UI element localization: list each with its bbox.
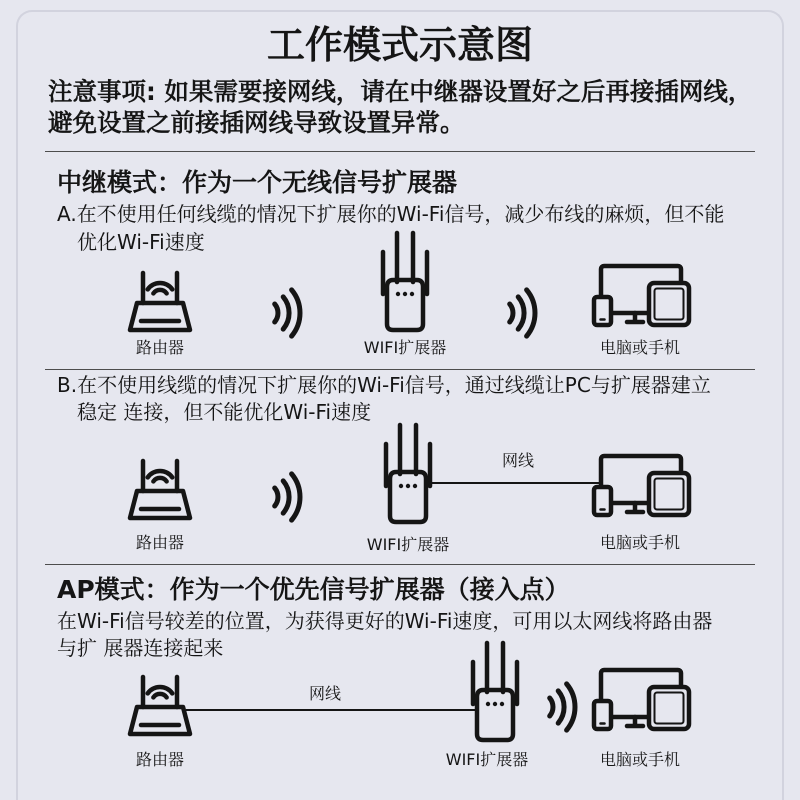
wifi-extender-label: WIFI扩展器 — [363, 338, 447, 357]
option-a-description-line-2: 优化Wi-Fi速度 — [77, 230, 205, 254]
router-icon — [130, 461, 190, 518]
computer-phone-tablet-icon — [594, 456, 689, 515]
wifi-signal-icon — [510, 290, 535, 336]
option-b-description-line-2: 稳定 连接，但不能优化Wi-Fi速度 — [77, 400, 372, 424]
router-label: 路由器 — [135, 338, 184, 357]
repeater-mode-heading: 中继模式：作为一个无线信号扩展器 — [57, 168, 458, 197]
option-b-description-line-1: B.在不使用线缆的情况下扩展你的Wi-Fi信号，通过线缆让PC与扩展器建立 — [57, 373, 711, 397]
computer-phone-tablet-icon — [594, 266, 689, 325]
device-label: 电脑或手机 — [599, 533, 680, 552]
wifi-signal-icon — [275, 290, 300, 336]
wifi-extender-icon — [383, 233, 427, 330]
notice-line-1: 注意事项: 如果需要接网线，请在中继器设置好之后再接插网线， — [48, 77, 753, 106]
wifi-signal-icon — [275, 474, 300, 520]
router-icon — [130, 677, 190, 734]
router-label: 路由器 — [135, 750, 184, 769]
wifi-extender-icon — [386, 425, 430, 522]
router-icon — [130, 273, 190, 330]
option-a-description-line-1: A.在不使用任何线缆的情况下扩展你的Wi-Fi信号，减少布线的麻烦，但不能 — [57, 202, 725, 226]
wifi-extender-label: WIFI扩展器 — [366, 535, 450, 554]
device-label: 电脑或手机 — [599, 750, 680, 769]
cable-label: 网线 — [501, 451, 534, 470]
wifi-extender-icon — [473, 643, 517, 740]
page-title: 工作模式示意图 — [266, 23, 533, 67]
ap-mode-description-line-2: 与扩 展器连接起来 — [57, 636, 224, 660]
computer-phone-tablet-icon — [594, 670, 689, 729]
wifi-extender-label: WIFI扩展器 — [445, 750, 529, 769]
notice-line-2: 避免设置之前接插网线导致设置异常。 — [48, 108, 465, 137]
router-label: 路由器 — [135, 533, 184, 552]
cable-label: 网线 — [308, 684, 341, 703]
ap-mode-description-line-1: 在Wi-Fi信号较差的位置，为获得更好的Wi-Fi速度，可用以太网线将路由器 — [57, 609, 713, 633]
ap-mode-heading: AP模式：作为一个优先信号扩展器（接入点） — [57, 575, 570, 604]
wifi-signal-icon — [550, 684, 575, 730]
device-label: 电脑或手机 — [599, 338, 680, 357]
